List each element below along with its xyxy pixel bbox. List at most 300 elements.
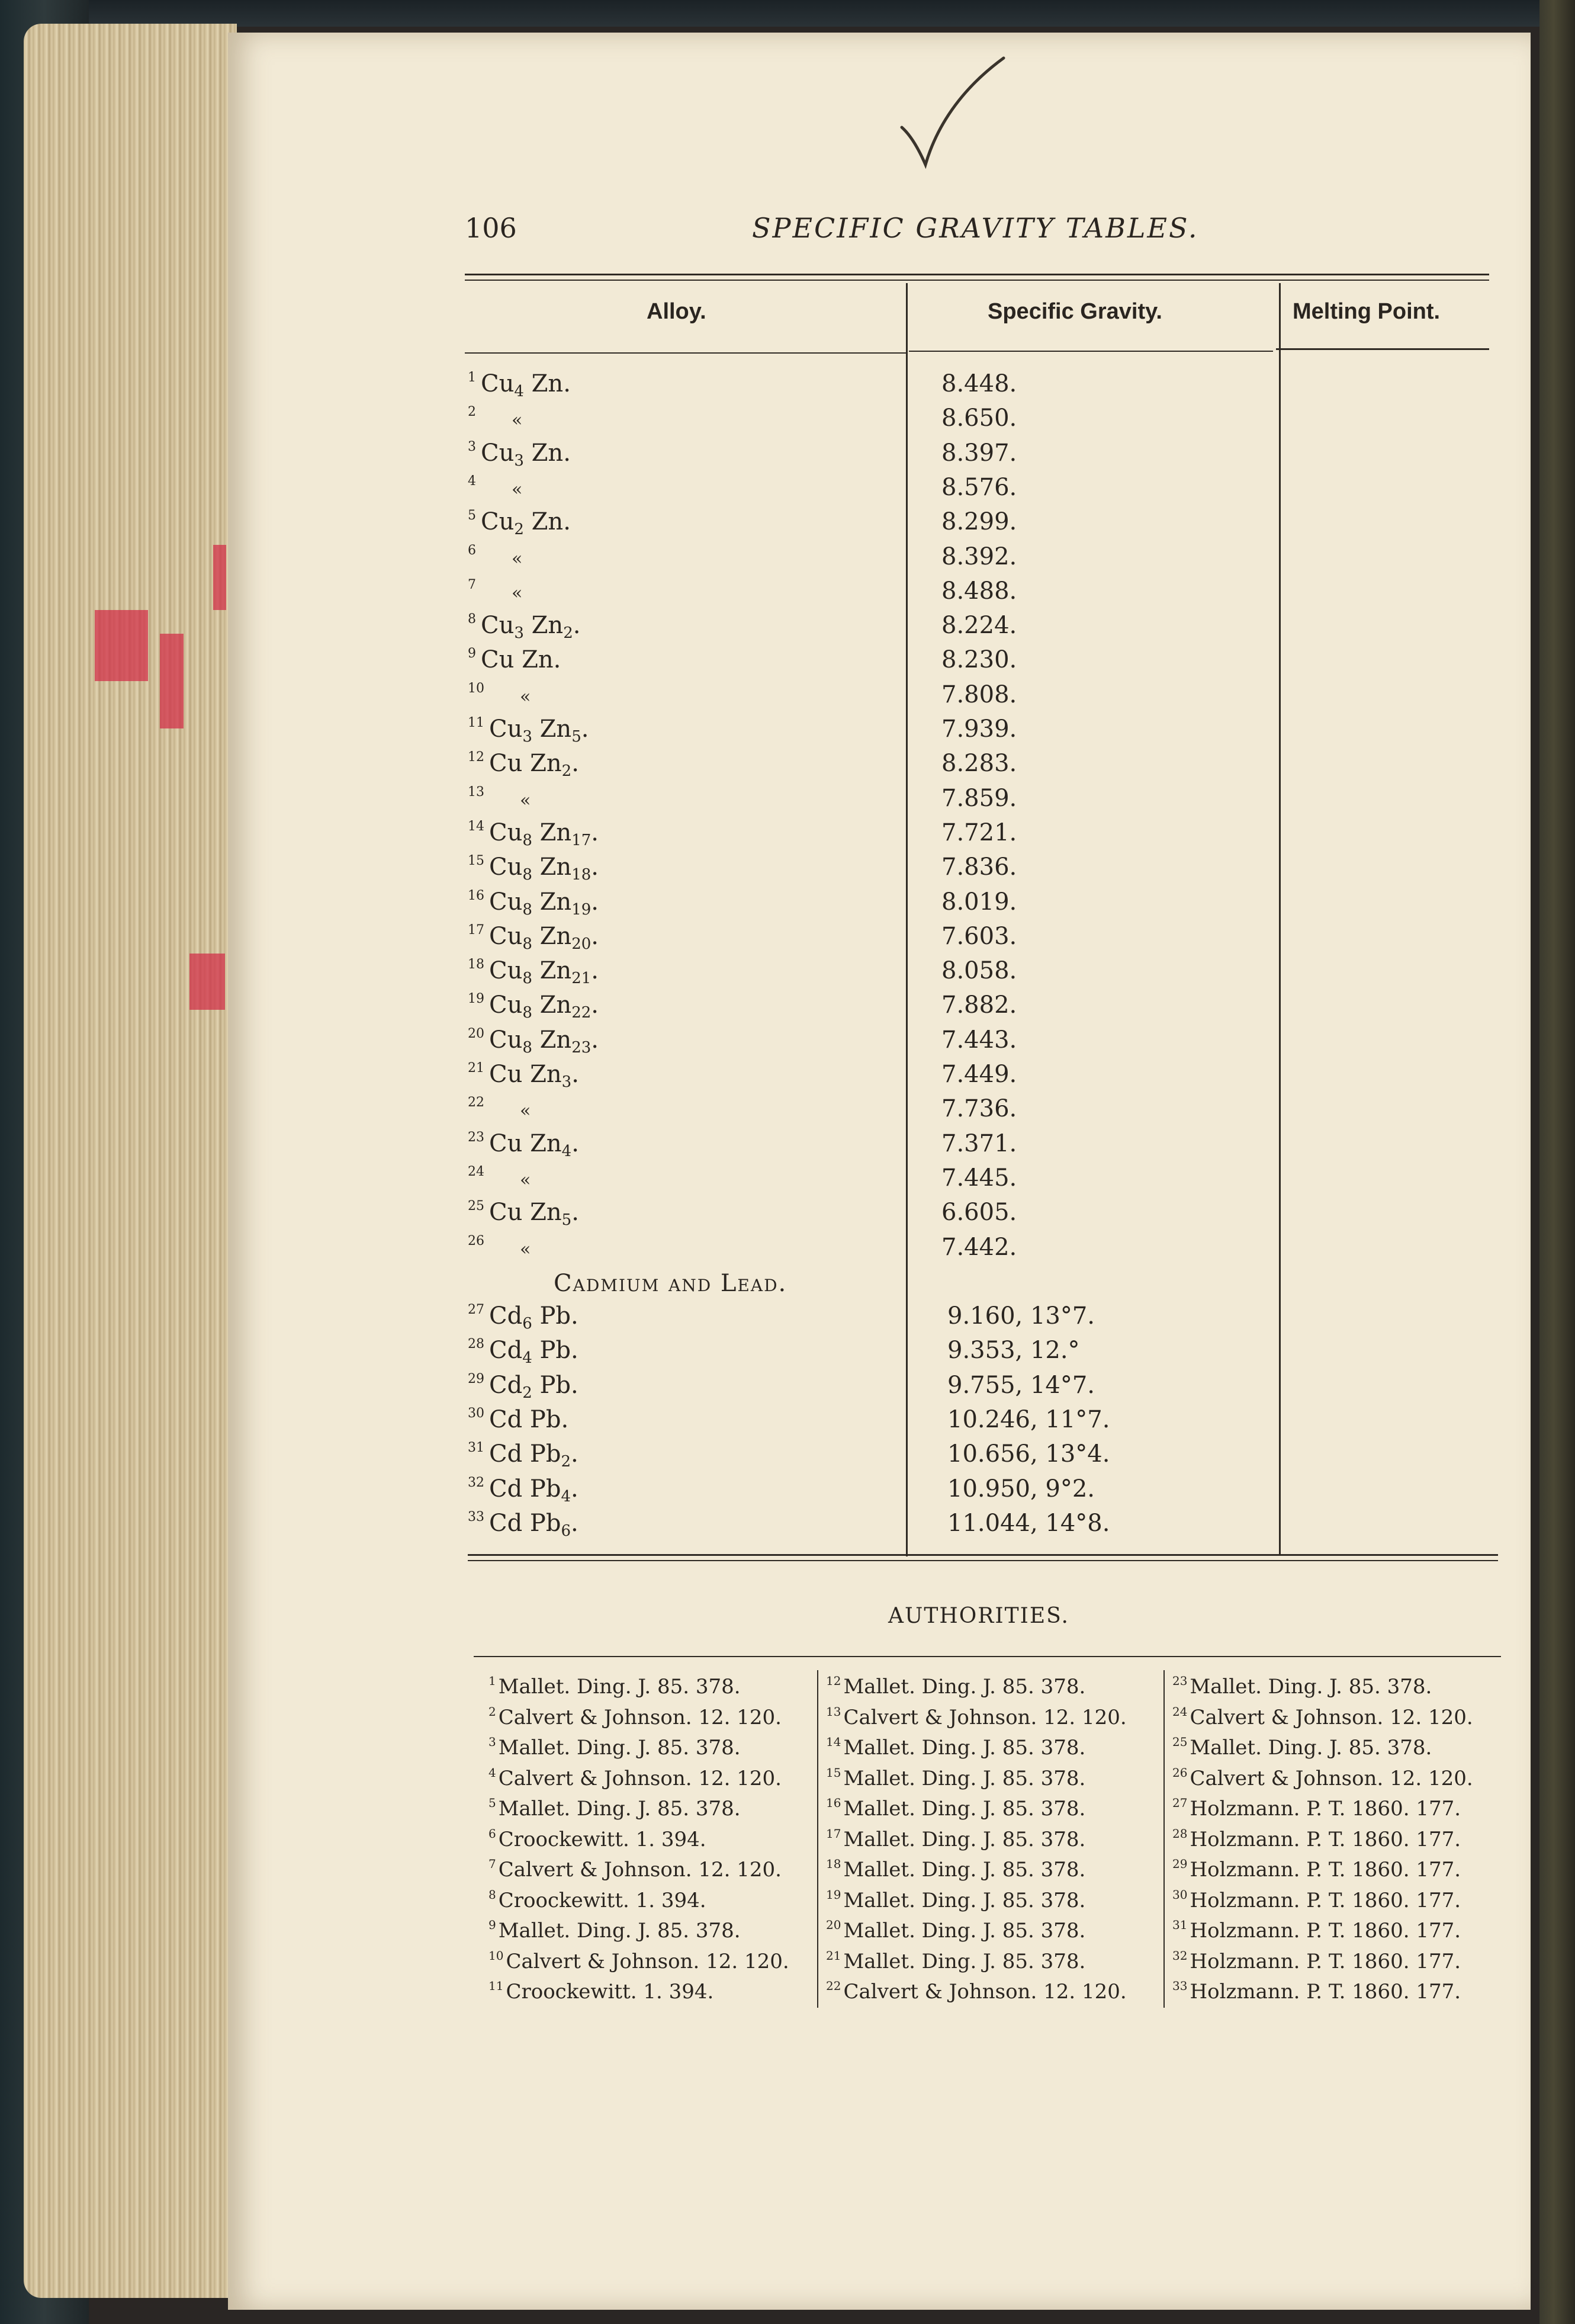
footnote-number: 24 [1172,1704,1188,1719]
footnote-number: 2 [468,405,476,420]
footnote-number: 11 [468,715,484,730]
alloy-cell [468,543,522,570]
specific-gravity-value: 9.755, 14°7. [947,1371,1095,1399]
subscript: 19 [571,900,592,919]
alloy-cell [468,819,599,849]
footnote-number: 32 [468,1475,484,1490]
subscript: 4 [561,1487,571,1506]
authority-citation: Holzmann. P. T. 1860. 177. [1190,1827,1461,1851]
element-symbol: Cu [489,1129,523,1157]
authority-entry [826,1979,1127,2010]
book-cover-right [1539,0,1575,2324]
footnote-number: 21 [468,1061,484,1076]
table-row [468,1095,1107,1129]
red-edge-mark [160,634,184,728]
alloy-cell [468,957,599,987]
alloy-cell [468,405,522,432]
column-divider [1279,283,1281,1554]
subscript: 2 [561,1453,571,1471]
authorities-divider [817,1670,818,2008]
element-symbol: Zn [532,715,572,743]
table-row [468,991,1107,1026]
authority-entry [826,1827,1127,1857]
authority-citation: Mallet. Ding. J. 85. 378. [843,1797,1086,1821]
alloy-cell [468,1164,531,1192]
alloy-cell [468,474,522,501]
table-row [468,1199,1107,1233]
period: . [591,1026,599,1054]
authority-entry [826,1705,1127,1735]
authority-citation: Calvert & Johnson. 12. 120. [498,1705,782,1729]
subscript: 20 [571,935,592,953]
element-symbol: Cu [481,612,515,640]
table-row [468,1234,1107,1268]
subscript: 3 [514,624,524,643]
authority-entry [488,1796,789,1827]
authority-entry [488,1857,789,1888]
red-edge-mark [213,545,226,610]
authority-citation: Calvert & Johnson. 12. 120. [498,1766,782,1790]
table-row [468,474,1107,508]
subscript: 21 [571,970,592,988]
subscript: 6 [561,1521,571,1540]
authority-citation: Mallet. Ding. J. 85. 378. [843,1858,1086,1882]
footnote-number: 19 [826,1887,841,1902]
page-number: 106 [465,212,517,244]
period: . [571,1440,578,1468]
footnote-number: 31 [468,1440,484,1456]
footnote-number: 15 [826,1765,841,1780]
table-row [468,923,1107,957]
element-symbol: Cu [489,750,523,778]
table-row [468,785,1107,819]
element-symbol: Zn [522,1129,562,1157]
footnote-number: 6 [468,543,476,558]
authority-citation: Mallet. Ding. J. 85. 378. [1190,1736,1432,1760]
alloy-cell [468,1406,568,1433]
specific-gravity-value: 7.442. [941,1233,1017,1261]
specific-gravity-value: 7.371. [941,1129,1017,1157]
table-row [468,1372,1107,1406]
ditto-mark: « [520,686,531,707]
period: . [591,991,599,1019]
authority-entry [1172,1796,1473,1827]
table-row [468,543,1107,577]
footnote-number: 7 [468,577,476,592]
element-symbol: Pb [522,1440,561,1468]
element-symbol: Cu [489,1199,523,1227]
footnote-number: 27 [468,1302,484,1318]
subscript: 6 [522,1315,532,1333]
table-row [468,646,1107,680]
alloy-cell [468,612,580,642]
authority-citation: Mallet. Ding. J. 85. 378. [843,1919,1086,1943]
authority-entry [1172,1918,1473,1949]
footnote-number: 8 [468,612,476,627]
footnote-number: 30 [468,1406,484,1421]
element-symbol: Zn [532,1026,572,1054]
subscript: 2 [563,624,573,643]
footnote-number: 5 [468,508,476,524]
authority-entry [488,1827,789,1857]
element-symbol: Pb [522,1475,561,1503]
authority-entry [1172,1888,1473,1918]
specific-gravity-value: 7.736. [941,1095,1017,1123]
alloy-cell [468,1199,579,1229]
element-symbol: Cu [489,922,523,950]
footnote-number: 12 [826,1674,841,1688]
alloy-cell [468,1061,579,1091]
footnote-number: 8 [488,1887,496,1902]
authority-citation: Calvert & Johnson. 12. 120. [1190,1705,1473,1729]
authority-entry [488,1949,789,1979]
element-symbol: Cu [481,646,515,674]
element-symbol: Zn [532,888,572,916]
authority-citation: Calvert & Johnson. 12. 120. [1190,1766,1473,1790]
subscript: 3 [522,728,532,746]
footnote-number: 16 [468,888,484,903]
specific-gravity-value: 9.160, 13°7. [947,1302,1095,1330]
period: . [591,922,599,950]
footnote-number: 18 [468,957,484,972]
specific-gravity-value: 8.488. [941,577,1017,605]
alloy-cell [468,681,531,708]
footnote-number: 17 [826,1826,841,1841]
element-symbol: Cu [489,888,523,916]
table-row [468,1509,1110,1544]
subscript: 4 [561,1142,572,1160]
footnote-number: 23 [1172,1674,1188,1688]
subscript: 5 [561,1211,572,1230]
table-row [468,508,1107,543]
authority-citation: Mallet. Ding. J. 85. 378. [843,1949,1086,1973]
ditto-mark: « [520,1238,531,1260]
alloy-cell [468,853,599,884]
element-symbol: Cu [489,1061,523,1088]
authority-citation: Mallet. Ding. J. 85. 378. [843,1675,1086,1699]
authority-entry [826,1857,1127,1888]
period: . [571,1509,578,1537]
element-symbol: Zn [522,1061,562,1088]
alloy-cell [468,1440,578,1471]
specific-gravity-value: 10.656, 13°4. [947,1440,1110,1468]
alloy-cell [468,1026,599,1057]
table-row [468,1061,1107,1095]
alloy-cell [468,1130,579,1160]
element-symbol: Pb. [532,1302,578,1330]
table-row [468,853,1107,888]
specific-gravity-value: 7.808. [941,680,1017,708]
authority-entry [488,1705,789,1735]
authority-entry [1172,1674,1473,1705]
footnote-number: 2 [488,1704,496,1719]
footnote-number: 14 [468,818,484,834]
subscript: 5 [571,728,581,746]
book-cover-top [0,0,1575,27]
footnote-number: 1 [488,1674,496,1688]
table-row [468,681,1107,715]
specific-gravity-value: 8.299. [941,508,1017,536]
alloy-cell [468,1510,578,1540]
authority-citation: Croockewitt. 1. 394. [498,1888,706,1912]
alloy-cell [468,1372,578,1402]
element-symbol: Cu [481,370,515,397]
footnote-number: 11 [488,1979,504,1993]
authority-entry [488,1918,789,1949]
element-symbol: Cu [489,1026,523,1054]
alloy-cell [468,1337,578,1367]
element-symbol: Zn [532,957,572,985]
footnote-number: 32 [1172,1948,1188,1963]
footnote-number: 28 [1172,1826,1188,1841]
specific-gravity-value: 7.721. [941,818,1017,846]
header-rule [1276,348,1489,350]
table-row [468,1130,1107,1164]
element-symbol: Zn [532,818,572,846]
element-symbol: Zn. [523,508,571,536]
footnote-number: 26 [1172,1765,1188,1780]
red-edge-mark [189,954,225,1010]
authority-citation: Holzmann. P. T. 1860. 177. [1190,1949,1461,1973]
subscript: 8 [522,935,532,953]
footnote-number: 1 [468,370,476,385]
authority-citation: Mallet. Ding. J. 85. 378. [498,1736,741,1760]
authorities-title: AUTHORITIES. [888,1604,1069,1628]
footnote-number: 13 [826,1704,841,1719]
table-row [468,1302,1107,1337]
element-symbol: Zn [532,922,572,950]
subscript: 17 [571,831,592,849]
table-row [468,1475,1107,1510]
authority-citation: Mallet. Ding. J. 85. 378. [843,1827,1086,1851]
subscript: 2 [522,1384,532,1402]
period: . [573,612,581,640]
period: . [581,715,589,743]
footnote-number: 21 [826,1948,841,1963]
period: . [571,1199,579,1227]
footnote-number: 5 [488,1796,496,1810]
authority-entry [488,1888,789,1918]
footnote-number: 25 [468,1199,484,1214]
table-row [468,1164,1107,1199]
period: . [591,888,599,916]
footnote-number: 17 [468,922,484,938]
alloy-cell [468,1302,578,1333]
specific-gravity-value: 8.283. [941,750,1017,778]
table-row [468,577,1107,612]
footnote-number: 30 [1172,1887,1188,1902]
authority-citation: Calvert & Johnson. 12. 120. [506,1949,789,1973]
element-symbol: Zn [532,853,572,881]
alloy-cell [468,439,571,470]
element-symbol: Pb. [522,1406,569,1433]
header-rule [909,351,1273,352]
table-row [468,439,1107,474]
table-bottom-rule-thin [468,1560,1498,1561]
table-row [468,819,1107,853]
authority-entry [826,1766,1127,1796]
page-edges [24,24,237,2298]
table-row [468,1406,1110,1440]
table-top-rule-thin [465,280,1489,281]
table-row [468,1337,1107,1371]
subscript: 8 [522,1038,532,1057]
authorities-column [488,1674,789,2010]
subscript: 2 [561,762,572,781]
authority-citation: Holzmann. P. T. 1860. 177. [1190,1888,1461,1912]
element-symbol: Cd [489,1302,523,1330]
authority-entry [1172,1979,1473,2010]
subscript: 8 [522,900,532,919]
table-row [468,1440,1110,1475]
footnote-number: 12 [468,750,484,765]
authority-citation: Calvert & Johnson. 12. 120. [843,1980,1127,2004]
footnote-number: 33 [1172,1979,1188,1993]
element-symbol: Zn. [514,646,561,674]
subscript: 18 [571,866,592,884]
ditto-mark: « [520,789,531,811]
authority-citation: Mallet. Ding. J. 85. 378. [498,1797,741,1821]
ditto-mark: « [512,410,523,431]
specific-gravity-value: 7.449. [941,1061,1017,1088]
authority-entry [1172,1827,1473,1857]
specific-gravity-value: 7.939. [941,715,1017,743]
footnote-number: 27 [1172,1796,1188,1810]
subscript: 23 [571,1038,592,1057]
authority-entry [1172,1705,1473,1735]
period: . [571,1061,579,1088]
element-symbol: Pb. [532,1337,578,1365]
specific-gravity-value: 8.397. [941,439,1017,467]
element-symbol: Zn [522,1199,562,1227]
ditto-mark: « [512,582,523,604]
alloy-cell [468,1475,578,1506]
subscript: 8 [522,866,532,884]
authority-entry [488,1735,789,1766]
footnote-number: 20 [468,1026,484,1041]
element-symbol: Cu [489,957,523,985]
authority-citation: Calvert & Johnson. 12. 120. [498,1858,782,1882]
footnote-number: 9 [468,646,476,662]
ditto-mark: « [520,1169,531,1190]
alloy-cell [468,1234,531,1261]
handwritten-check-icon [897,53,1015,172]
footnote-number: 26 [468,1233,484,1248]
specific-gravity-value: 10.950, 9°2. [947,1475,1095,1503]
authority-entry [826,1949,1127,1979]
specific-gravity-value: 8.019. [941,888,1017,916]
specific-gravity-value: 7.603. [941,922,1017,950]
specific-gravity-value: 7.859. [941,784,1017,812]
ditto-mark: « [512,548,523,569]
authority-citation: Mallet. Ding. J. 85. 378. [843,1766,1086,1790]
authority-citation: Mallet. Ding. J. 85. 378. [1190,1675,1432,1699]
authority-citation: Mallet. Ding. J. 85. 378. [843,1736,1086,1760]
footnote-number: 18 [826,1857,841,1871]
alloy-cell [468,785,531,812]
element-symbol: Cd [489,1509,523,1537]
element-symbol: Cd [489,1406,523,1433]
element-symbol: Zn. [523,370,571,397]
table-row [468,750,1107,784]
specific-gravity-value: 7.445. [941,1164,1017,1192]
table-row [468,888,1107,923]
specific-gravity-value: 7.836. [941,853,1017,881]
period: . [591,818,599,846]
element-symbol: Cd [489,1440,523,1468]
specific-gravity-value: 8.650. [941,405,1017,432]
specific-gravity-value: 6.605. [941,1199,1017,1227]
subscript: 4 [522,1349,532,1368]
element-symbol: Zn [522,750,562,778]
footnote-number: 24 [468,1164,484,1179]
alloy-cell [468,508,571,538]
footnote-number: 13 [468,784,484,800]
authority-citation: Croockewitt. 1. 394. [498,1827,706,1851]
authorities-column [826,1674,1127,2010]
authority-entry [1172,1857,1473,1888]
footnote-number: 23 [468,1129,484,1145]
authority-entry [826,1888,1127,1918]
authority-entry [1172,1766,1473,1796]
footnote-number: 10 [488,1948,504,1963]
element-symbol: Cu [489,991,523,1019]
footnote-number: 22 [826,1979,841,1993]
ditto-mark: « [520,1100,531,1122]
footnote-number: 20 [826,1918,841,1932]
footnote-number: 3 [468,439,476,454]
element-symbol: Zn. [523,439,571,467]
period: . [571,750,579,778]
element-symbol: Cd [489,1371,523,1399]
melting-column-header: Melting Point. [1293,299,1441,324]
header-rule [465,352,906,354]
authority-citation: Mallet. Ding. J. 85. 378. [498,1675,741,1699]
authority-citation: Mallet. Ding. J. 85. 378. [498,1919,741,1943]
subscript: 8 [522,970,532,988]
authority-entry [488,1766,789,1796]
subscript: 8 [522,831,532,849]
authority-entry [1172,1735,1473,1766]
table-top-rule [465,274,1489,275]
table-bottom-rule [468,1554,1498,1556]
footnote-number: 15 [468,853,484,869]
subscript: 22 [571,1004,592,1022]
alloy-cell [468,1095,531,1122]
subscript: 3 [514,451,524,470]
element-symbol: Pb. [532,1371,578,1399]
section-heading: Cadmium and Lead. [554,1269,787,1297]
authority-citation: Holzmann. P. T. 1860. 177. [1190,1919,1461,1943]
footnote-number: 6 [488,1826,496,1841]
subscript: 2 [514,521,524,539]
footnote-number: 22 [468,1095,484,1110]
element-symbol: Cu [481,439,515,467]
ditto-mark: « [512,479,523,500]
authorities-rule [474,1656,1501,1657]
element-symbol: Cu [489,715,523,743]
specific-gravity-value: 9.353, 12.° [947,1337,1080,1365]
element-symbol: Cu [489,853,523,881]
footnote-number: 14 [826,1735,841,1749]
subscript: 3 [561,1073,572,1091]
specific-gravity-value: 10.246, 11°7. [947,1406,1110,1433]
alloy-cell [468,750,579,780]
table-row [468,405,1107,439]
authority-citation: Mallet. Ding. J. 85. 378. [843,1888,1086,1912]
authority-citation: Holzmann. P. T. 1860. 177. [1190,1858,1461,1882]
footnote-number: 9 [488,1918,496,1932]
